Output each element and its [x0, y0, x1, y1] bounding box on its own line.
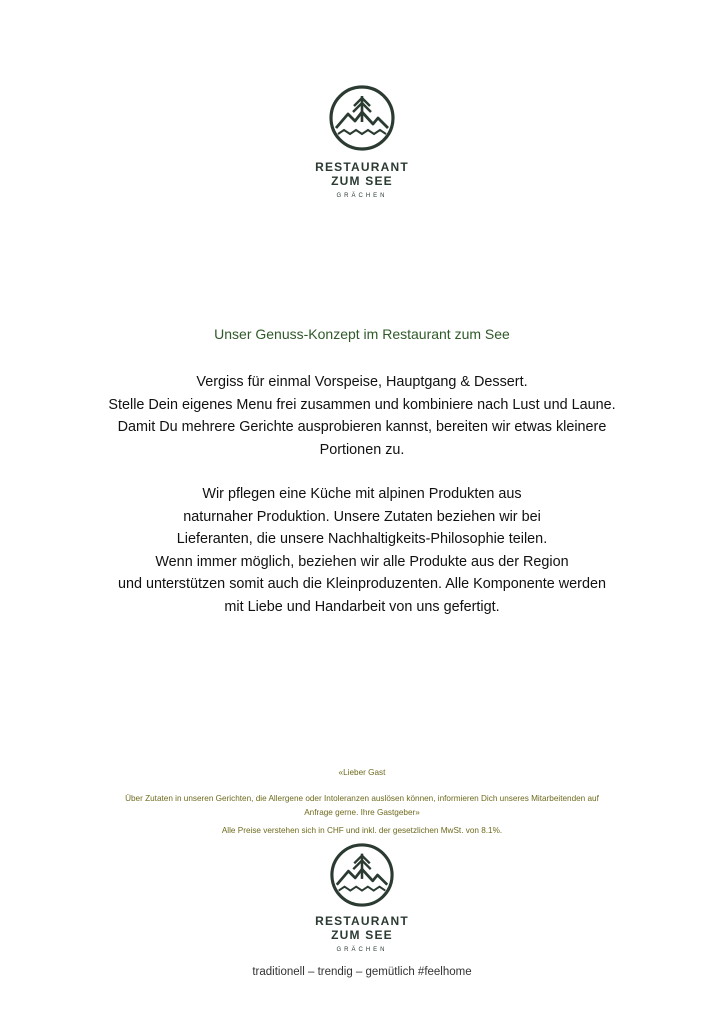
restaurant-logo-bottom [0, 842, 724, 954]
notice-line: Über Zutaten in unseren Gerichten, die Allergene oder Intoleranzen auslösen können, informieren Dich unseres Mitarbeitenden auf [125, 794, 599, 803]
paragraph-line: mit Liebe und Handarbeit von uns gefertigt. [224, 598, 500, 615]
notice-body [0, 792, 724, 820]
paragraph-line: Lieferanten, die unsere Nachhaltigkeits-Philosophie teilen. [176, 531, 548, 547]
notice-line: Anfrage gerne. Ihre Gastgeber» [304, 808, 420, 817]
paragraph-line: Wenn immer möglich, beziehen wir alle Produkte aus der Region [155, 553, 569, 570]
paragraph-line: Vergiss für einmal Vorspeise, Hauptgang & Dessert. [196, 374, 528, 390]
paragraph-line: Portionen zu. [319, 441, 405, 458]
logo-place: GRÄCHEN [336, 947, 388, 953]
concept-paragraph-2 [0, 483, 724, 618]
paragraph-line: naturnaher Produktion. Unsere Zutaten beziehen wir bei [183, 508, 541, 525]
mountain-tree-emblem-icon [328, 84, 396, 152]
notice-prices: Alle Preise verstehen sich in CHF und inkl. der gesetzlichen MwSt. von 8.1%. [221, 826, 503, 835]
paragraph-line: Stelle Dein eigenes Menu frei zusammen und kombiniere nach Lust und Laune. [108, 396, 616, 413]
notice-greeting: «Lieber Gast [338, 768, 386, 777]
paragraph-line: Wir pflegen eine Küche mit alpinen Produkten aus [202, 486, 522, 502]
footer-slogan: traditionell – trendig – gemütlich #feelhome [252, 966, 472, 978]
logo-name-line1: RESTAURANT [315, 160, 409, 174]
concept-title: Unser Genuss-Konzept im Restaurant zum See [214, 326, 510, 342]
restaurant-logo-top [0, 84, 724, 200]
logo-name-line2: ZUM SEE [331, 928, 393, 942]
mountain-tree-emblem-icon [329, 842, 395, 908]
logo-place: GRÄCHEN [336, 193, 388, 199]
concept-paragraph-1 [0, 371, 724, 461]
paragraph-line: Damit Du mehrere Gerichte ausprobieren kannst, bereiten wir etwas kleinere [117, 419, 607, 435]
paragraph-line: und unterstützen somit auch die Kleinproduzenten. Alle Komponente werden [117, 576, 606, 592]
logo-name-line2: ZUM SEE [331, 174, 393, 188]
logo-name-line1: RESTAURANT [315, 914, 409, 928]
